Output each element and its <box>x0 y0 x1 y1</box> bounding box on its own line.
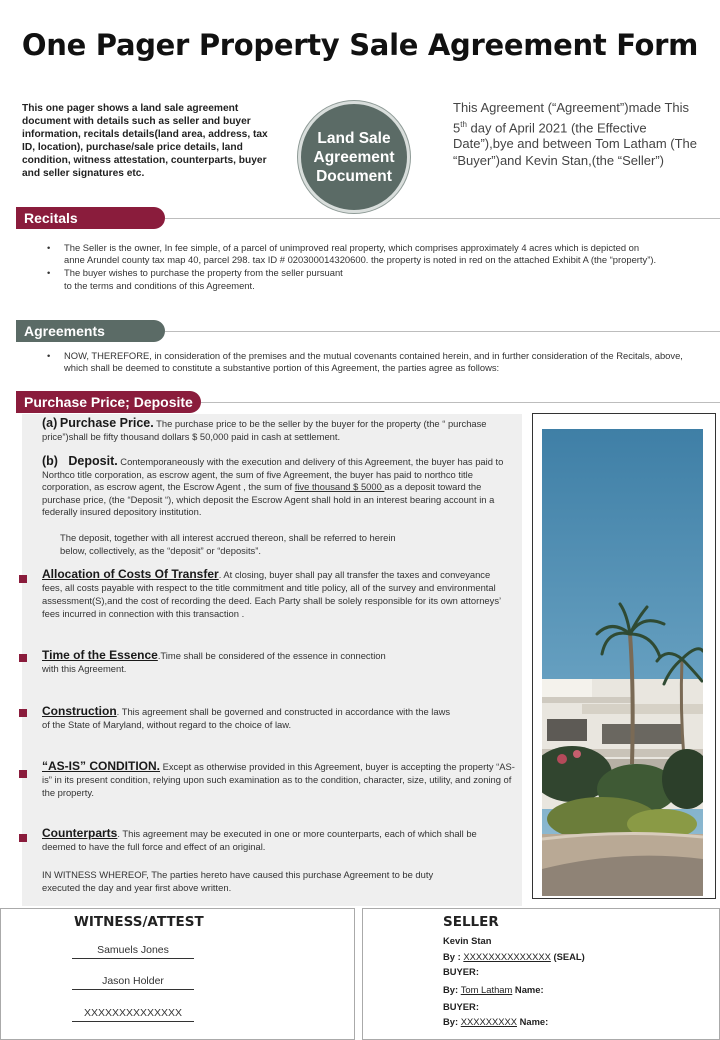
document-badge <box>298 101 410 213</box>
purchase-price-head: Purchase Price. <box>59 416 154 430</box>
clause-as-is <box>42 760 516 799</box>
agreement-sup: th <box>460 119 467 129</box>
agreements-divider <box>165 331 720 332</box>
seller-title: SELLER <box>443 914 499 930</box>
witness-name-3: XXXXXXXXXXXXXX <box>72 1007 194 1022</box>
clause-counterparts <box>42 827 482 853</box>
property-photo <box>542 429 703 896</box>
seal-label: (SEAL) <box>550 951 585 962</box>
seller-name: Kevin Stan <box>443 935 492 946</box>
buyer-label-2: BUYER: <box>443 1001 479 1012</box>
deposit-item <box>42 455 522 519</box>
clause-head: Time of the Essence <box>42 648 158 662</box>
buyer-label-1: BUYER: <box>443 966 479 977</box>
agreement-part-2: day of April 2021 (the Effective Date”),bye and between Tom Latham (The “Buyer”)and Kevin Stan,(the “Seller”) <box>453 119 698 168</box>
recitals-heading <box>16 207 165 229</box>
buyer-signature-line-2 <box>443 1016 548 1027</box>
by-label: By : <box>443 951 464 962</box>
name-label: Name: <box>517 1016 549 1027</box>
list-item: • NOW, THEREFORE, in consideration of the premises and the mutual covenants contained herein, and in further consideration of the Recitals, above, which shall be deemed to constitute a substantive portion of this Agreement, the parties agree as follows: <box>47 350 692 374</box>
clause-head: Allocation of Costs Of Transfer <box>42 567 219 581</box>
agreements-title: Agreements <box>24 323 105 339</box>
witness-name-2: Jason Holder <box>72 975 194 990</box>
item-a-label: (a) <box>42 416 58 430</box>
deposit-text-1: Contemporaneously with the execution and delivery of this Agreement, the buyer has paid to Northco title corporation, as escrow agent, the sum of five Agreement, the buyer has paid to northco title corporation, as escrow agent, the Escrow Agent , the sum of <box>42 456 504 493</box>
buyer-signature-2: XXXXXXXXX <box>460 1016 517 1027</box>
recitals-title: Recitals <box>24 210 78 226</box>
witness-title: WITNESS/ATTEST <box>74 914 204 930</box>
clause-text: Except as otherwise provided in this Agreement, buyer is accepting the property “AS-is” in its present condition, relying upon such examination as to the condition, character, size, utility, and zoning of the property. <box>42 761 515 798</box>
deposit-note: The deposit, together with all interest accrued thereon, shall be referred to herein below, collectively, as the “deposit” or “deposits”. <box>60 532 396 556</box>
purchase-divider <box>201 402 720 403</box>
buyer-signature-line-1 <box>443 984 544 995</box>
by-label: By: <box>443 1016 461 1027</box>
clause-head: Construction <box>42 704 117 718</box>
witness-clause: IN WITNESS WHEREOF, The parties hereto have caused this purchase Agreement to be duty executed the day and year first above written. <box>42 869 434 893</box>
seller-signature: XXXXXXXXXXXXXX <box>463 951 551 962</box>
bullet-square <box>19 575 27 583</box>
bullet-square <box>19 709 27 717</box>
recitals-divider <box>165 218 720 219</box>
agreements-heading <box>16 320 165 342</box>
purchase-price-item <box>42 417 502 443</box>
deposit-head: Deposit. <box>68 454 118 468</box>
clause-text: . At closing, buyer shall pay all transfer the taxes and conveyance fees, all costs payable with respect to the title commitment and title policy, all of the survey and environmental assessment(S),and the cost of recording the deed. Each Party shall be solely responsible for its own attorneys’ fees incurred in connection with this transaction . <box>42 569 501 619</box>
list-item: • The Seller is the owner, In fee simple, of a parcel of unimproved real property, which comprises approximately 4 acres which is depicted on anne Arundel county tax map 40, parcel 298. tax ID # 020300014320600. the property is noted in red on the attached Exhibit A (the “property”). <box>47 242 662 266</box>
clause-text: . This agreement shall be governed and constructed in accordance with the laws of the State of Maryland, without regard to the choice of law. <box>42 706 451 730</box>
purchase-title: Purchase Price; Deposite <box>24 394 193 410</box>
bullet-square <box>19 770 27 778</box>
by-label: By: <box>443 984 461 995</box>
seller-signature-line <box>443 951 585 962</box>
clause-text: . This agreement may be executed in one or more counterparts, each of which shall be deemed to have the full force and effect of an original. <box>42 828 477 852</box>
agreements-list <box>47 350 692 375</box>
page-title: One Pager Property Sale Agreement Form <box>21 28 699 62</box>
purchase-price-text: The purchase price to be the seller by the buyer for the property (the “ purchase price”)shall be fifty thousand dollars $ 50,000 paid in cash at settlement. <box>42 418 487 442</box>
name-label: Name: <box>512 984 544 995</box>
clause-construction <box>42 705 457 731</box>
intro-text: This one pager shows a land sale agreement document with details such as seller and buyer information, recitals details(land area, address, tax ID, location), purchase/sale price details, land condition, witness attestation, counterparts, buyer and seller signatures etc. <box>22 103 268 179</box>
clause-text: .Time shall be considered of the essence in connection with this Agreement. <box>42 650 386 674</box>
item-b-label: (b) <box>42 454 58 468</box>
recitals-list <box>47 242 662 293</box>
agreement-part-1: This Agreement (“Agreement”)made This 5 <box>453 100 690 135</box>
bullet-square <box>19 654 27 662</box>
clause-time-essence <box>42 649 392 675</box>
witness-name-1: Samuels Jones <box>72 944 194 959</box>
clause-head: Counterparts <box>42 826 118 840</box>
deposit-amount: five thousand $ 5000 <box>294 481 385 493</box>
list-item: • The buyer wishes to purchase the property from the seller pursuant to the terms and conditions of this Agreement. <box>47 267 347 291</box>
bullet-square <box>19 834 27 842</box>
purchase-heading <box>16 391 201 413</box>
badge-label: Land Sale Agreement Document <box>313 129 395 185</box>
clause-head: “AS-IS” CONDITION. <box>42 759 161 773</box>
agreement-intro <box>453 100 703 169</box>
buyer-signature: Tom Latham <box>460 984 513 995</box>
clause-allocation <box>42 568 512 620</box>
deposit-text-2: as a deposit toward the purchase price, (the “Deposit “), which deposit the Escrow Agent shall hold in an interest bearing account in a federally insured depository institution. <box>42 481 495 518</box>
